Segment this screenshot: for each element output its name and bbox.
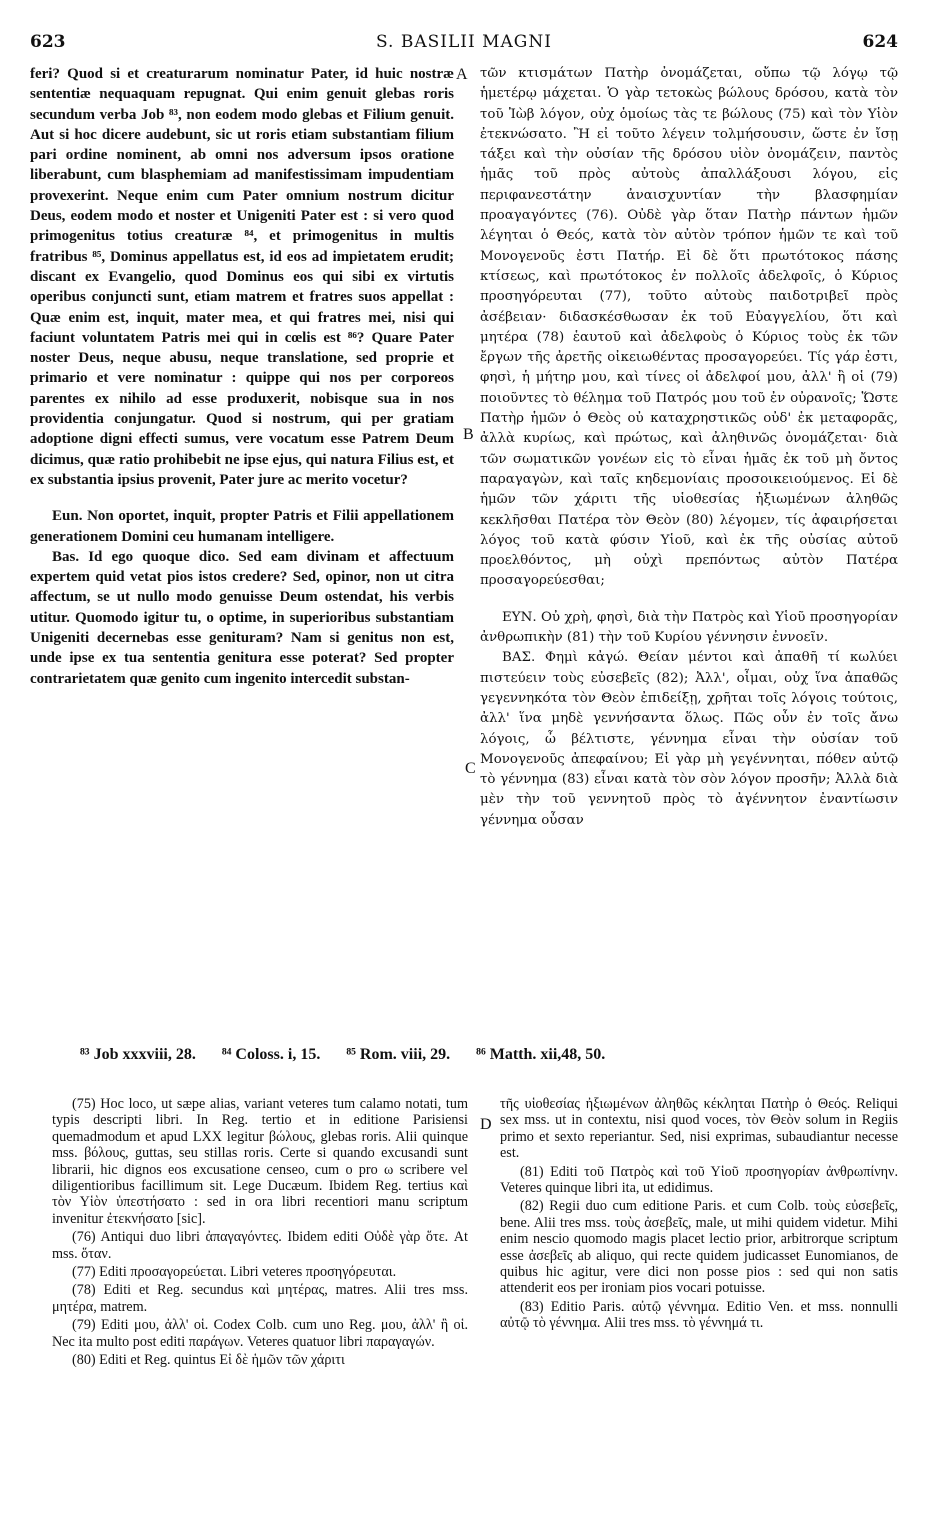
running-title: S. BASILII MAGNI <box>376 32 552 52</box>
footnote: (78) Editi et Reg. secundus καὶ μητέρας, matres. Alii tres mss. μητέρα, matrem. <box>52 1282 468 1315</box>
greek-column <box>480 64 898 831</box>
footnotes-right <box>500 1096 898 1334</box>
latin-paragraph: Bas. Id ego quoque dico. Sed eam divinam et affectuum expertem quid vetat pios istos credere? Sed, opinor, non ut citra affectum, se ut nullo modo genuisse Deum ostendat, his verbis utitur. Quomodo igitur tu, o optime, in superioribus substantiam Unigeniti decernebas esse genituram? Nam si genitus non est, unde ipse ex tua sententia genitura esse poterat? Sed propter contrarietatem quæ genito cum ingenito intercedit substan- <box>30 548 454 687</box>
greek-paragraph: ΕΥΝ. Οὐ χρὴ, φησὶ, διὰ τὴν Πατρὸς καὶ Υἱοῦ προσηγορίαν ἀνθρωπικὴν (81) τὴν τοῦ Κυρίου γέννησιν ἐννοεῖν. <box>480 609 898 646</box>
latin-paragraph: Eun. Non oportet, inquit, propter Patris et Filii appellationem generationem Domini ceu humanam intelligere. <box>30 508 454 545</box>
footnote: (81) Editi τοῦ Πατρὸς καὶ τοῦ Υἱοῦ προσηγορίαν ἀνθρωπίνην. Veteres quinque libri ita, ut edidimus. <box>500 1163 898 1197</box>
greek-paragraph: ΒΑΣ. Φημὶ κἀγώ. Θείαν μέντοι καὶ ἀπαθῆ τί κωλύει πιστεύειν τοὺς εὐσεβεῖς (82); Ἀλλ', οἶμαι, οὐχ ἵνα ἀπαθῶς γεγεννηκότα τὸν Θεὸν ἐπιδείξῃ, χρῆται τοῖς λόγοις τούτοις, ἀλλ' ἵνα μηδὲ γεννήσαντα ὅλως. Πῶς οὖν ἐν τοῖς ἄνω λόγοις, ὦ βέλτιστε, γέννημα εἶναι τὴν οὐσίαν τοῦ Μονογενοῦς ἀπεφαίνου; Εἰ γὰρ μὴ γεγέννηται, πόθεν αὐτῷ τὸ γέννημα (83) εἶναι κατὰ τὸν σὸν λόγον προσῆν; Ἀλλὰ διὰ μὲν τὴν τοῦ γεννητοῦ πρὸς τὸ ἀγέννητον ἐναντίωσιν γέννημα οὖσαν <box>480 650 898 828</box>
page-number-left: 623 <box>30 32 66 52</box>
scripture-ref: ⁸⁴ Coloss. i, 15. <box>221 1046 321 1063</box>
margin-marker: C <box>465 760 476 777</box>
footnote: (80) Editi et Reg. quintus Εἰ δὲ ἡμῶν τῶν χάριτι <box>72 1352 345 1369</box>
greek-paragraph: τῶν κτισμάτων Πατὴρ ὀνομάζεται, οὔπω τῷ λόγῳ τῷ ἡμετέρῳ μάχεται. Ὁ γὰρ τετοκὼς βώλους δρόσου, κατὰ τὸν τοῦ Ἰὼβ λόγον, οὐχ ὁμοίως τὰς τε βώλους (75) καὶ τὸν Υἱὸν ἐτεκνώσατο. Ἢ εἰ τοῦτο λέγειν τολμήσουσιν, ὥστε ἐν ἴσῃ τάξει καὶ τὴν οὐσίαν τῆς δρόσου υἱὸν ὀνομάζειν, παντὸς ἡμᾶς τοῦ πρὸς αὐτοὺς ἀπαλλάξουσι λόγου, εἰς περιφανεστάτην ἀναισχυντίαν τὴν βλασφημίαν προαγαγόντες (76). Οὐδὲ γὰρ ὅταν Πατὴρ πάντων ἡμῶν λέγηται ὁ Θεός, κατὰ τὸν αὐτὸν τρόπον ἡμῶν τε καὶ τοῦ Μονογενοῦς ἐστι Πατήρ. Εἰ δὲ ὅτι πρωτότοκος πάσης κτίσεως, καὶ πρωτότοκος ἐν πολλοῖς ἀδελφοῖς, ὁ Κύριος προσηγόρευται (77), τοῦτο αὐτοὺς παιδοτριβεῖ πρὸς ἀσέβειαν· διδασκέσθωσαν ἐκ τοῦ Εὐαγγελίου, ὅτι καὶ μητέρα (78) ἑαυτοῦ καὶ ἀδελφοὺς ὁ Κύριος τοὺς ἐκ τῶν ἔργων τῆς ἀρετῆς οἰκειωθέντας προσαγορεύει. Τίς γάρ ἐστι, φησὶ, ἡ μήτηρ μου, καὶ τίνες οἱ ἀδελφοί μου, ἀλλ' ἢ οἱ (79) ποιοῦντες τὸ θέλημα τοῦ Πατρός μου τοῦ ἐν οὐρανοῖς; Ὥστε Πατὴρ ἡμῶν ὁ Θεὸς οὐ καταχρηστικῶς οὐδ' ἐκ μεταφορᾶς, ἀλλὰ κυρίως, καὶ πρώτως, καὶ ἀληθινῶς ὀνομάζεται· διὰ τῶν σωματικῶν γονέων εἰς τὸ εἶναι ἡμᾶς ἐκ τοῦ μὴ ὄντος παραγαγὼν, καὶ ταῖς κηδεμονίαις προσοικειούμενος. Εἰ δὲ ἡμῶν τῶν χάριτι τῆς υἱοθεσίας ἠξιωμένων ἀληθῶς κεκλῆσθαι Πατέρα τὸν Θεὸν (80) λέγομεν, τίς ἀφαιρήσεται λόγος τοῦ κατὰ φύσιν Υἱοῦ, καὶ ἐκ τῆς οὐσίας αὐτοῦ προελθόντος, μὴ οὐχὶ πρεπόντως αὐτὸν Πατέρα προσαγορεύεσθαι; <box>480 66 898 589</box>
margin-marker: B <box>463 426 474 443</box>
footnote: (83) Editio Paris. αὐτῷ γέννημα. Editio Ven. et mss. nonnulli αὐτῷ τὸ γέννημα. Alii tres mss. τὸ γέννημά τι. <box>500 1298 898 1332</box>
page-header <box>30 32 898 56</box>
footnote: (75) Hoc loco, ut sæpe alias, variant veteres tum calamo notati, tum typis descripti libri. In Reg. tertio et in editione Parisiensi quemadmodum et apud LXX legitur βώλους, glebas roris. Alii quinque mss. βόλους, guttas, seu stillas roris. Certe si quando excusandi sunt librarii, hic dignos eos excusatione censeo, cum o pro ω scribere vel diligentioribus facillimum sit. Lege Ducæum. Ibidem Reg. tertius καὶ τὸν Υἱὸν ὑπεστήσατο : sed in ora libri recentiori manu scriptum invenitur ἐτεκνήσατο [sic]. <box>52 1096 468 1227</box>
scripture-ref: ⁸⁵ Rom. viii, 29. <box>346 1046 451 1063</box>
scripture-ref: ⁸³ Job xxxviii, 28. <box>80 1046 196 1063</box>
margin-marker: D <box>480 1116 492 1133</box>
footnote: (79) Editi μου, ἀλλ' οἱ. Codex Colb. cum uno Reg. μου, ἀλλ' ἢ οἱ. Nec ita multo post editi παράγων. Veteres quatuor libri παραγαγών. <box>52 1317 468 1350</box>
latin-paragraph: feri? Quod si et creaturarum nominatur Pater, id huic nostræ sententiæ nequaquam repugnat. Qui enim genuit glebas roris secundum verba Job ⁸³, non eodem modo glebas et Filium genuit. Aut si hoc dicere audebunt, sic ut roris etiam substantiam filium pari ordine nominent, ab omni nos adversum ipsos oratione liberabunt, cum blasphemiam ad manifestissimam impudentiam provexerint. Neque enim cum Pater omnium nostrum dicitur Deus, eodem modo et noster et Unigeniti Pater est : si vero quod primogenitus totius creaturæ ⁸⁴, et primogenitus in multis fratribus ⁸⁵, Dominus appellatus est, id eos ad impietatem erudit; discant ex Evangelio, quod Dominus eos qui sibi ex virtutis operibus conjuncti sunt, etiam matrem et fratres suos appellat : Quæ enim est, inquit, mater mea, et qui fratres mei, nisi qui faciunt voluntatem Patris mei qui in cœlis est ⁸⁶? Quare Pater noster Deus, neque abusu, neque translatione, sed proprie et primario et vere nominatur : quippe qui nos per corporeos parentes ex nihilo ad esse produxerit, nobisque sua in nos providentia conjungatur. Quod si nostrum, qui per gratiam adoptione digni effecti sumus, vere vocatum esse Patrem Deum dicimus, quæ ratio prohibebit ne ipse ejus, qui natura Filius est, et ex substantia ipsius provenit, Pater jure ac merito vocetur? <box>30 66 454 488</box>
scripture-ref: ⁸⁶ Matth. xii,48, 50. <box>476 1046 606 1063</box>
margin-marker: A <box>456 66 468 83</box>
footnotes-left <box>52 1096 468 1371</box>
footnote: (77) Editi προσαγορεύεται. Libri veteres προσηγόρευται. <box>72 1264 397 1281</box>
scripture-references <box>80 1046 880 1064</box>
footnote: (76) Antiqui duo libri ἀπαγαγόντες. Ibidem editi Οὐδὲ γὰρ ὅτε. At mss. ὅταν. <box>52 1229 468 1262</box>
page-number-right: 624 <box>862 32 898 52</box>
latin-column <box>30 64 454 689</box>
footnote: τῆς υἱοθεσίας ἠξιωμένων ἀληθῶς κέκληται Πατὴρ ὁ Θεός. Reliqui sex mss. ut in contextu, nisi quod voces, τὸν Θεὸν solum in Regiis primo et sexto reperiantur. Sed, nisi exprimas, subaudiantur necesse est. <box>500 1096 898 1162</box>
footnote: (82) Regii duo cum editione Paris. et cum Colb. τοὺς εὐσεβεῖς, bene. Alii tres mss. τοὺς ἀσεβεῖς, male, ut mihi quidem videtur. Mihi enim nescio quomodo magis placet lectio prior, arbitrorque scriptum esse ἀσεβεῖς ab aliquo, qui recte quidem judicasset Eunomianos, de quibus hic agitur, vere dici non posse pios : sed qui non satis attenderit eos per ironiam pios vocari potuisse. <box>500 1198 898 1297</box>
